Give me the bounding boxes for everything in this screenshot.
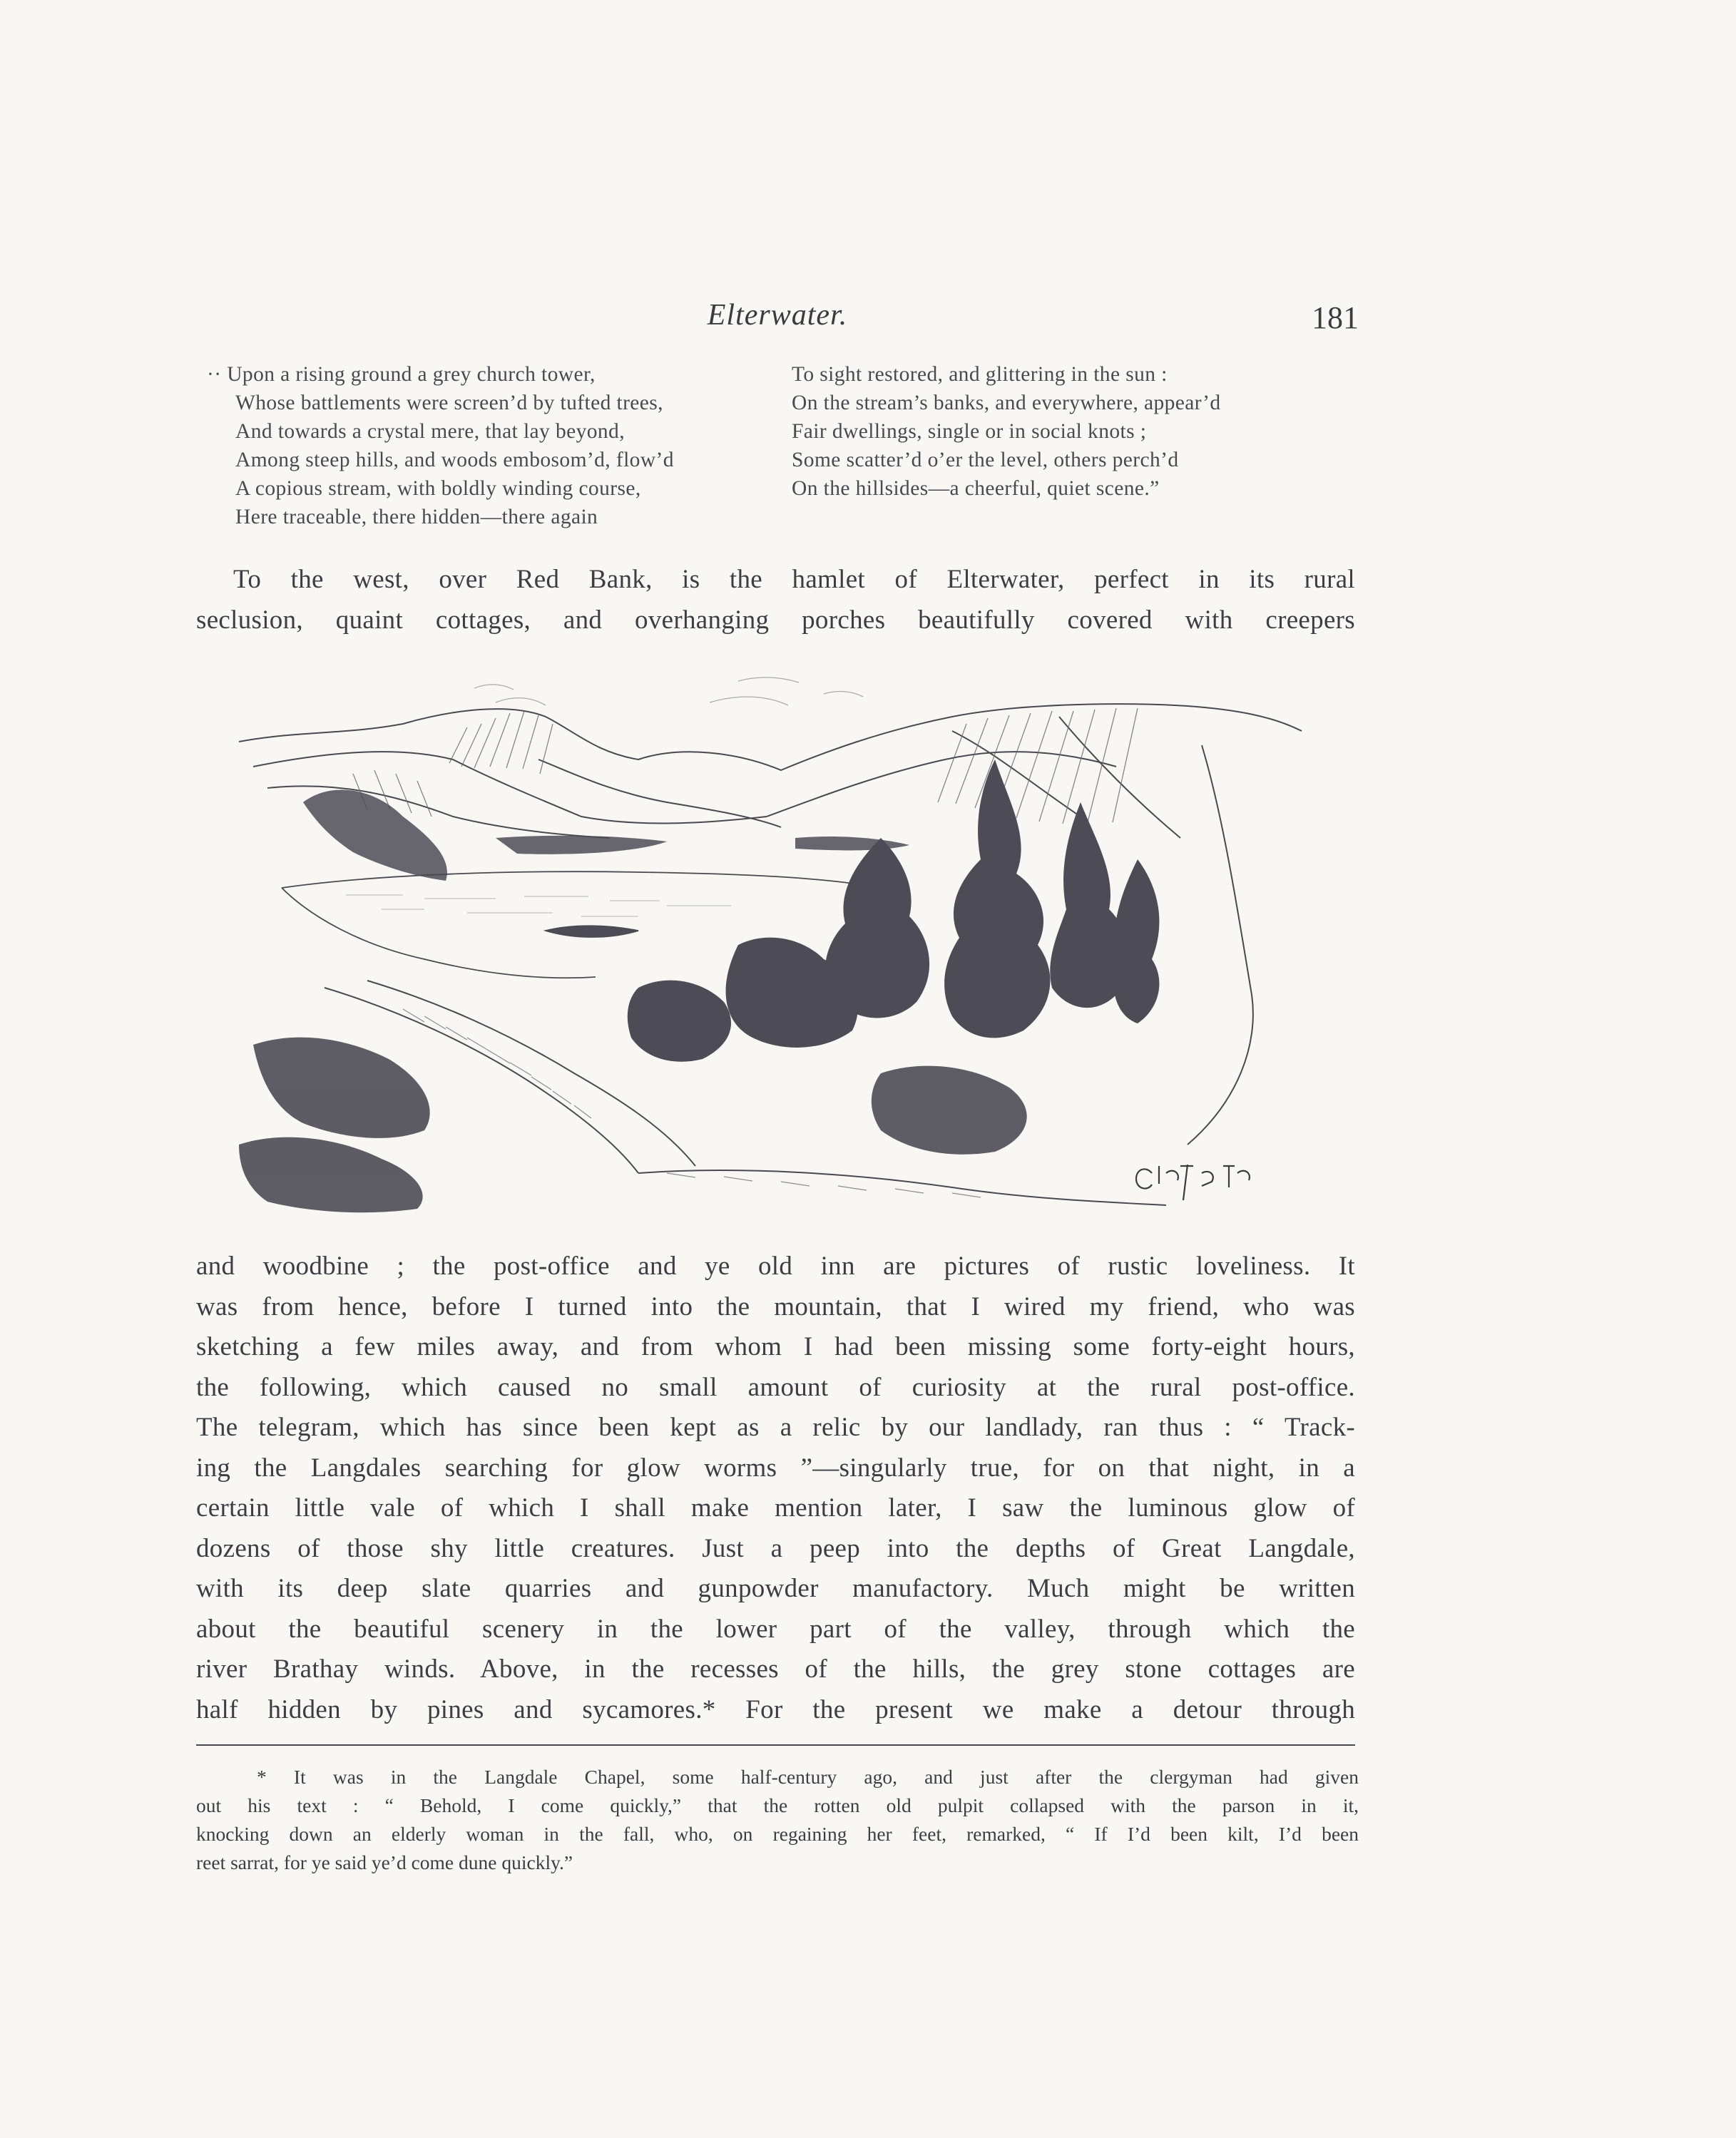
poem-line: On the stream’s banks, and everywhere, appear’d xyxy=(792,392,1221,414)
paragraph-bottom xyxy=(196,1247,1355,1730)
text-line: half hidden by pines and sycamores.* For the present we make a detour through xyxy=(196,1694,1355,1724)
running-title: Elterwater. xyxy=(707,299,848,332)
lake-landscape-illustration xyxy=(239,674,1323,1219)
poem-left-column xyxy=(207,360,756,531)
footnote-line: knocking down an elderly woman in the fall, who, on regaining her feet, remarked, “ If I’d been kilt, I’d been xyxy=(196,1823,1359,1845)
footnote-line: * It was in the Langdale Chapel, some half-century ago, and just after the clergyman had given xyxy=(257,1766,1359,1788)
text-line: river Brathay winds. Above, in the recesses of the hills, the grey stone cottages are xyxy=(196,1654,1355,1684)
artist-signature-mark xyxy=(1136,1165,1250,1200)
poem-line: On the hillsides—a cheerful, quiet scene.” xyxy=(792,477,1160,500)
text-line: To the west, over Red Bank, is the hamlet of Elterwater, perfect in its rural xyxy=(233,565,1355,594)
lake-reflections xyxy=(346,895,731,916)
poem-right-column xyxy=(781,360,1341,531)
poem-line: To sight restored, and glittering in the sun : xyxy=(792,363,1168,386)
page-header xyxy=(196,298,1359,341)
poem-line: Whose battlements were screen’d by tufted trees, xyxy=(235,392,663,414)
text-line: ing the Langdales searching for glow worms ”—singularly true, for on that night, in a xyxy=(196,1453,1355,1483)
text-line: certain little vale of which I shall make mention later, I saw the luminous glow of xyxy=(196,1493,1355,1523)
text-line: sketching a few miles away, and from whom I had been missing some forty-eight hours, xyxy=(196,1332,1355,1361)
footnote-line: out his text : “ Behold, I come quickly,” that the rotten old pulpit collapsed with the parson in it, xyxy=(196,1794,1359,1816)
text-line: the following, which caused no small amount of curiosity at the rural post-office. xyxy=(196,1372,1355,1402)
poem-line: Here traceable, there hidden—there again xyxy=(235,506,598,528)
poem-line: Fair dwellings, single or in social knots ; xyxy=(792,420,1147,443)
poem-line: And towards a crystal mere, that lay beyond, xyxy=(235,420,625,443)
footnote xyxy=(196,1763,1359,1877)
text-line: The telegram, which has since been kept as a relic by our landlady, ran thus : “ Track- xyxy=(196,1413,1355,1442)
text-line: with its deep slate quarries and gunpowder manufactory. Much might be written xyxy=(196,1574,1355,1603)
poem-line: A copious stream, with boldly winding course, xyxy=(235,477,641,500)
text-line: and woodbine ; the post-office and ye old inn are pictures of rustic loveliness. It xyxy=(196,1252,1355,1281)
page-number: 181 xyxy=(1312,300,1359,335)
sky-clouds xyxy=(474,677,863,705)
text-line: about the beautiful scenery in the lower part of the valley, through which the xyxy=(196,1614,1355,1644)
forested-hillside xyxy=(303,790,909,881)
poem-quotation xyxy=(207,360,1341,531)
poem-line: Some scatter’d o’er the level, others perch’d xyxy=(792,449,1179,471)
footnote-line: reet sarrat, for ye said ye’d come dune quickly.” xyxy=(196,1851,573,1873)
foreground-brush xyxy=(239,1038,1027,1213)
text-line: was from hence, before I turned into the mountain, that I wired my friend, who was xyxy=(196,1292,1355,1321)
text-line: seclusion, quaint cottages, and overhanging porches beautifully covered with creepers xyxy=(196,605,1355,635)
footnote-divider xyxy=(196,1744,1355,1746)
paragraph-top xyxy=(196,560,1355,640)
text-line: dozens of those shy little creatures. Just a peep into the depths of Great Langdale, xyxy=(196,1533,1355,1563)
poem-line: ·· Upon a rising ground a grey church tower, xyxy=(207,363,596,386)
mountain-hatching xyxy=(353,708,1138,824)
trees xyxy=(628,759,1160,1062)
poem-line: Among steep hills, and woods embosom’d, flow’d xyxy=(235,449,674,471)
